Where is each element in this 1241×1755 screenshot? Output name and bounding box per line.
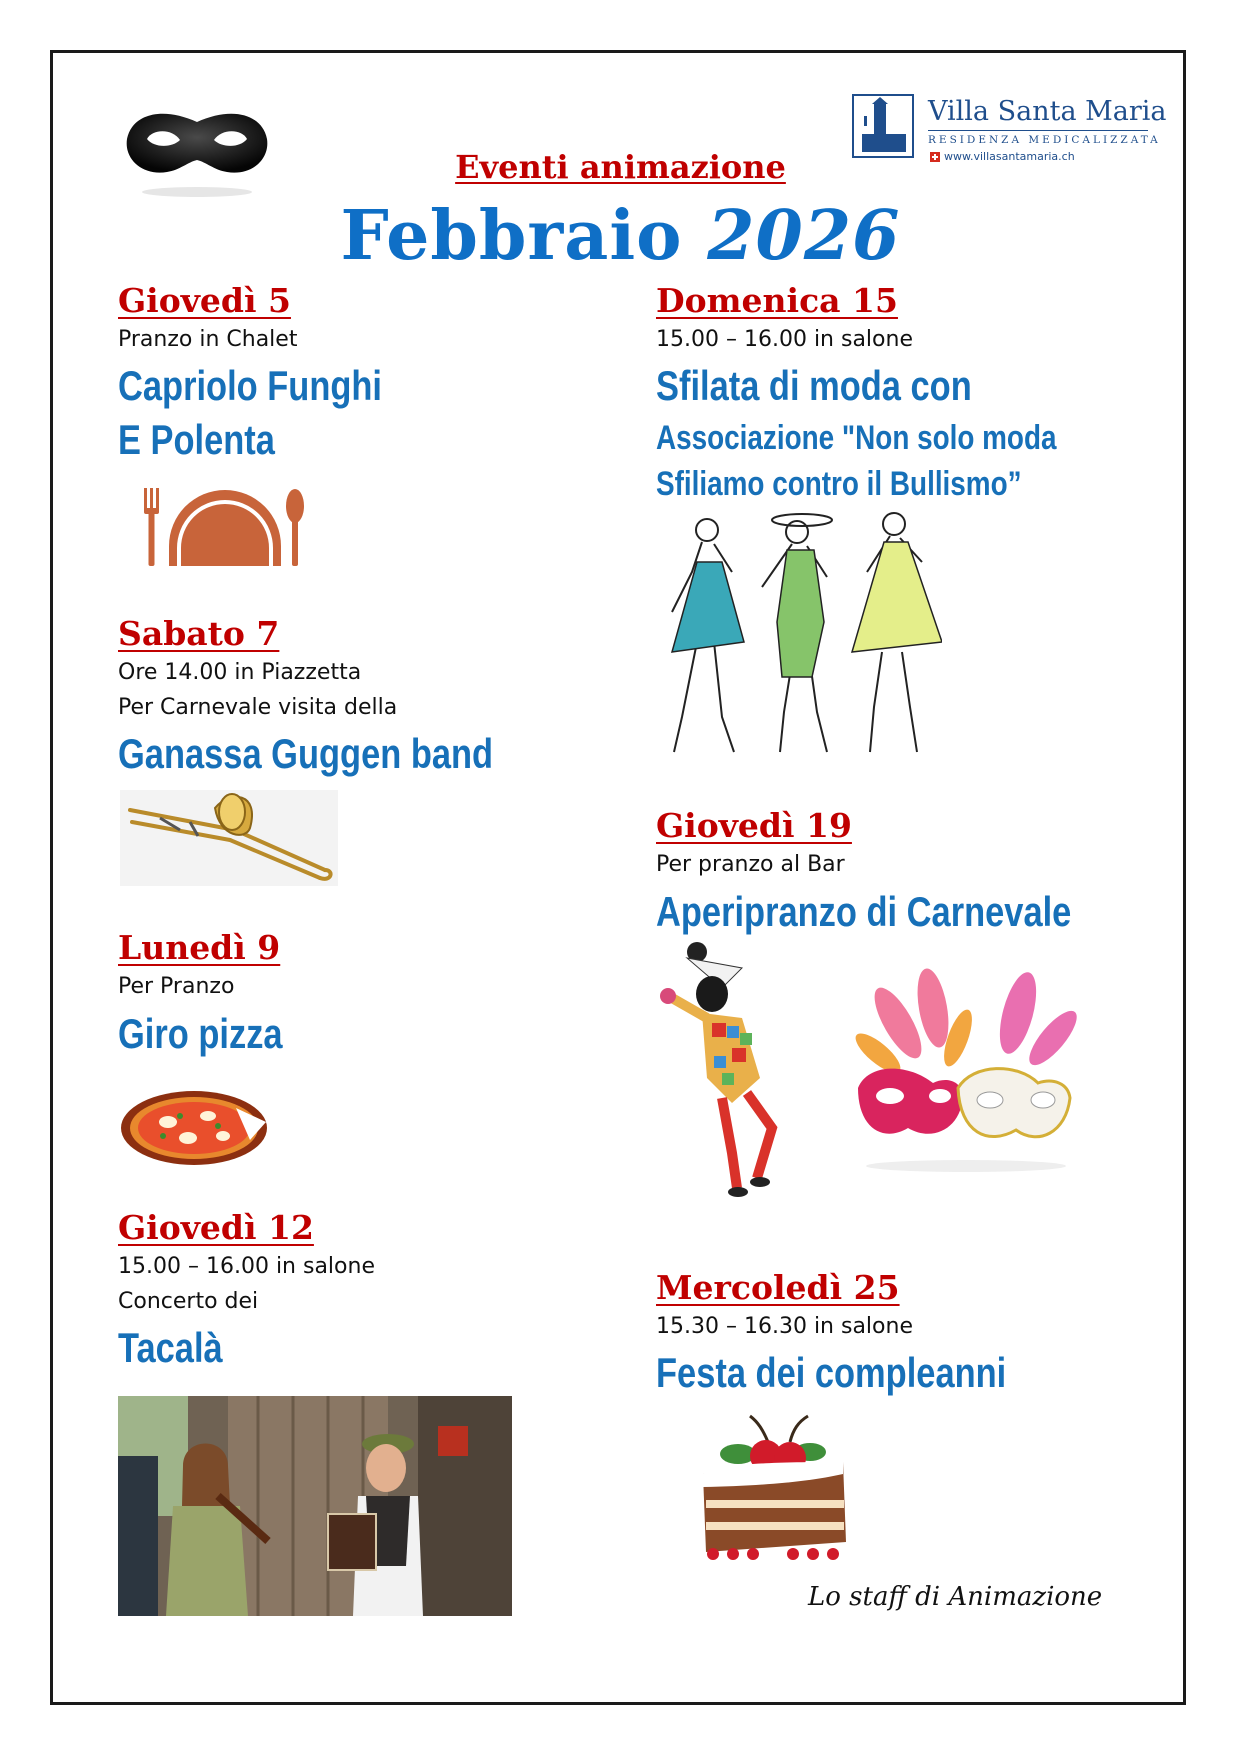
poster-subtitle: Eventi animazione (455, 148, 786, 186)
event-info: Concerto dei (118, 1289, 259, 1314)
event-title: Giro pizza (118, 1010, 283, 1057)
staff-signature: Lo staff di Animazione (808, 1582, 1103, 1612)
year-label: 2026 (707, 196, 901, 276)
birthday-cake-icon (698, 1412, 848, 1562)
logo-url: www.villasantamaria.ch (944, 150, 1075, 163)
pizza-icon (118, 1088, 270, 1168)
event-info: Per Carnevale visita della (118, 695, 398, 720)
event-day: Giovedì 12 (118, 1208, 314, 1247)
event-title: Festa dei compleanni (656, 1349, 1007, 1396)
event-info: 15.30 – 16.30 in salone (656, 1314, 913, 1339)
event-info: Pranzo in Chalet (118, 327, 298, 352)
event-day: Domenica 15 (656, 281, 898, 320)
trombone-icon (120, 790, 338, 886)
harlequin-icon (652, 938, 812, 1208)
poster-title (0, 196, 1241, 276)
logo-name: Villa Santa Maria (928, 96, 1167, 127)
logo-tagline: RESIDENZA MEDICALIZZATA (928, 134, 1161, 146)
event-info: Per Pranzo (118, 974, 235, 999)
logo-divider (928, 130, 1148, 131)
event-title: Sfiliamo contro il Bullismo” (656, 465, 1022, 503)
event-title: Capriolo Funghi (118, 362, 383, 409)
event-title: Aperipranzo di Carnevale (656, 888, 1072, 935)
event-title: Associazione "Non solo moda (656, 419, 1057, 457)
carnival-masks-icon (838, 968, 1088, 1178)
event-day: Giovedì 5 (118, 281, 291, 320)
month-label: Febbraio (340, 196, 683, 276)
fashion-models-illustration (652, 502, 942, 764)
event-day: Sabato 7 (118, 614, 280, 653)
event-info: 15.00 – 16.00 in salone (656, 327, 913, 352)
event-info: Ore 14.00 in Piazzetta (118, 660, 362, 685)
event-title: Sfilata di moda con (656, 362, 972, 409)
event-info: Per pranzo al Bar (656, 852, 845, 877)
event-day: Mercoledì 25 (656, 1268, 900, 1307)
event-title: Ganassa Guggen band (118, 730, 494, 777)
event-info: 15.00 – 16.00 in salone (118, 1254, 375, 1279)
musicians-photo (118, 1396, 512, 1616)
plate-cutlery-icon (142, 486, 308, 568)
event-title: Tacalà (118, 1324, 223, 1371)
event-day: Giovedì 19 (656, 806, 852, 845)
event-title: E Polenta (118, 416, 275, 463)
event-day: Lunedì 9 (118, 928, 281, 967)
